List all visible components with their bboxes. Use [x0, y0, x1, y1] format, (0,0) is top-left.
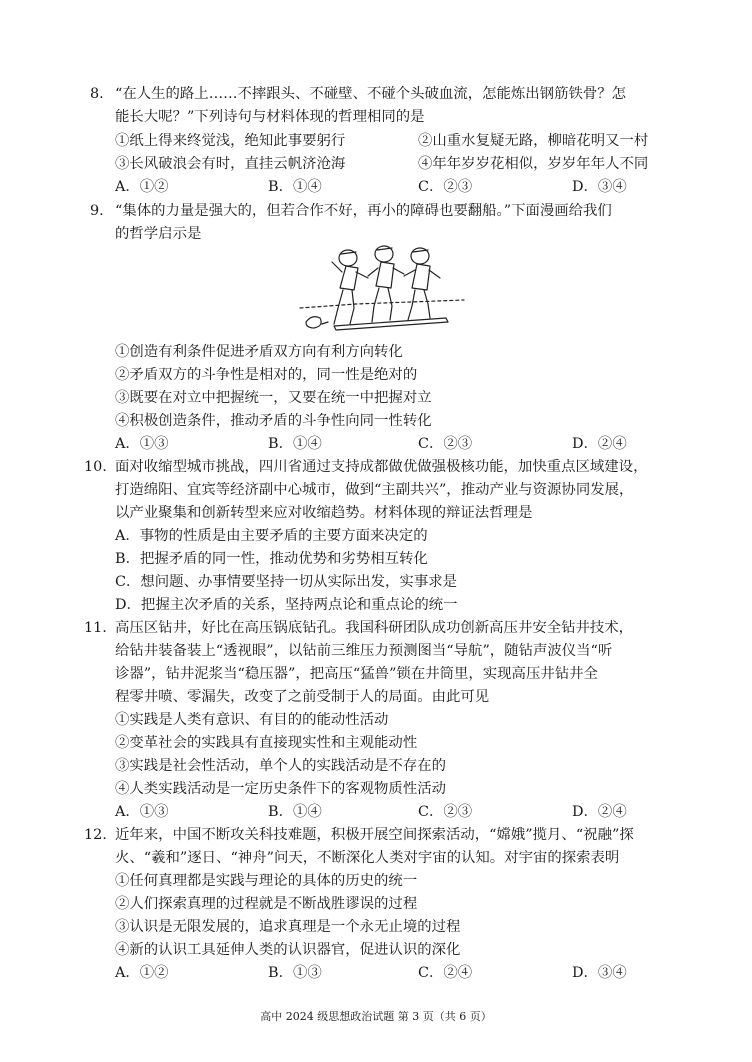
- question-stem-line: 能长大呢？”下列诗句与材料体现的哲理相同的是: [115, 109, 425, 125]
- question-stem-line: 给钻井装备装上“透视眼”，以钻前三维压力预测图当“导航”，随钻声波仪当“听: [115, 643, 613, 659]
- statement-2: ②矛盾双方的斗争性是相对的，同一性是绝对的: [115, 367, 418, 383]
- choice-d[interactable]: D．③④: [572, 179, 627, 195]
- question-stem-line: “在人生的路上……不摔跟头、不碰壁、不碰个头破血流，怎能炼出钢筋铁骨？怎: [115, 86, 627, 102]
- choice-a[interactable]: A．①③: [115, 436, 169, 452]
- question-number: 10.: [84, 459, 107, 475]
- choice-a[interactable]: A．①②: [115, 179, 169, 195]
- question-stem-line: 面对收缩型城市挑战，四川省通过支持成都做优做强极核功能，加快重点区域建设，: [115, 459, 648, 475]
- choice-b[interactable]: B．①④: [268, 179, 322, 195]
- choice-b[interactable]: B．①④: [268, 804, 322, 820]
- statement-4: ④年年岁岁花相似，岁岁年年人不同: [418, 156, 649, 172]
- statement-3: ③实践是社会性活动，单个人的实践活动是不存在的: [115, 758, 446, 774]
- choice-c[interactable]: C．②④: [418, 965, 473, 981]
- question-stem-line: 诊器”，钻井泥浆当“稳压器”，把高压“猛兽”锁在井筒里，实现高压井钻井全: [115, 666, 598, 682]
- choice-a[interactable]: A．事物的性质是由主要矛盾的主要方面来决定的: [115, 528, 428, 544]
- question-number: 8.: [90, 86, 104, 102]
- question-number: 9.: [90, 203, 104, 219]
- statement-3: ③长风破浪会有时，直挂云帆济沧海: [115, 156, 346, 172]
- statement-3: ③认识是无限发展的，追求真理是一个永无止境的过程: [115, 919, 461, 935]
- statement-1: ①任何真理都是实践与理论的具体的历史的统一: [115, 873, 418, 889]
- choice-c[interactable]: C．②③: [418, 179, 473, 195]
- choice-d[interactable]: D．②④: [572, 804, 627, 820]
- choice-a[interactable]: A．①②: [115, 965, 169, 981]
- statement-4: ④积极创造条件，推动矛盾的斗争性向同一性转化: [115, 413, 432, 429]
- question-stem-line: 高压区钻井，好比在高压锅底钻孔。我国科研团队成功创新高压井安全钻井技术，: [115, 620, 634, 636]
- question-stem-line: 以产业聚集和创新转型来应对收缩趋势。材料体现的辩证法哲理是: [115, 505, 533, 521]
- choice-c[interactable]: C．②③: [418, 804, 473, 820]
- choice-c[interactable]: C．②③: [418, 436, 473, 452]
- choice-d[interactable]: D．③④: [572, 965, 627, 981]
- statement-2: ②变革社会的实践具有直接现实性和主观能动性: [115, 735, 418, 751]
- question-stem-line: 的哲学启示是: [115, 226, 202, 242]
- page-footer: 高中 2024 级思想政治试题 第 3 页（共 6 页）: [260, 1010, 492, 1023]
- choice-c[interactable]: C．想问题、办事情要坚持一切从实际出发，实事求是: [115, 574, 457, 590]
- statement-1: ①纸上得来终觉浅，绝知此事要躬行: [115, 133, 346, 149]
- question-number: 11.: [84, 620, 107, 636]
- question-stem-line: 近年来，中国不断攻关科技难题，积极开展空间探索活动，“嫦娥”揽月、“祝融”探: [115, 827, 634, 843]
- cartoon-illustration: [296, 242, 466, 334]
- question-number: 12.: [84, 827, 107, 843]
- statement-4: ④新的认识工具延伸人类的认识器官，促进认识的深化: [115, 942, 461, 958]
- choice-b[interactable]: B．①③: [268, 965, 322, 981]
- statement-1: ①创造有利条件促进矛盾双方向有利方向转化: [115, 344, 403, 360]
- statement-3: ③既要在对立中把握统一，又要在统一中把握对立: [115, 390, 432, 406]
- statement-2: ②人们探索真理的过程就是不断战胜谬误的过程: [115, 896, 418, 912]
- question-stem-line: 打造绵阳、宜宾等经济副中心城市，做到“主副共兴”，推动产业与资源协同发展，: [115, 482, 634, 498]
- question-stem-line: 程零井喷、零漏失，改变了之前受制于人的局面。由此可见: [115, 689, 490, 705]
- question-stem-line: “集体的力量是强大的，但若合作不好，再小的障碍也要翻船。”下面漫画给我们: [115, 203, 612, 219]
- choice-b[interactable]: B．把握矛盾的同一性，推动优势和劣势相互转化: [115, 551, 428, 567]
- question-stem-line: 火、“羲和”逐日、“神舟”问天，不断深化人类对宇宙的认知。对宇宙的探索表明: [115, 850, 620, 866]
- choice-d[interactable]: D．把握主次矛盾的关系，坚持两点论和重点论的统一: [115, 597, 458, 613]
- choice-b[interactable]: B．①④: [268, 436, 322, 452]
- statement-1: ①实践是人类有意识、有目的的能动性活动: [115, 712, 389, 728]
- statement-4: ④人类实践活动是一定历史条件下的客观物质性活动: [115, 781, 446, 797]
- choice-a[interactable]: A．①③: [115, 804, 169, 820]
- choice-d[interactable]: D．②④: [572, 436, 627, 452]
- statement-2: ②山重水复疑无路，柳暗花明又一村: [418, 133, 649, 149]
